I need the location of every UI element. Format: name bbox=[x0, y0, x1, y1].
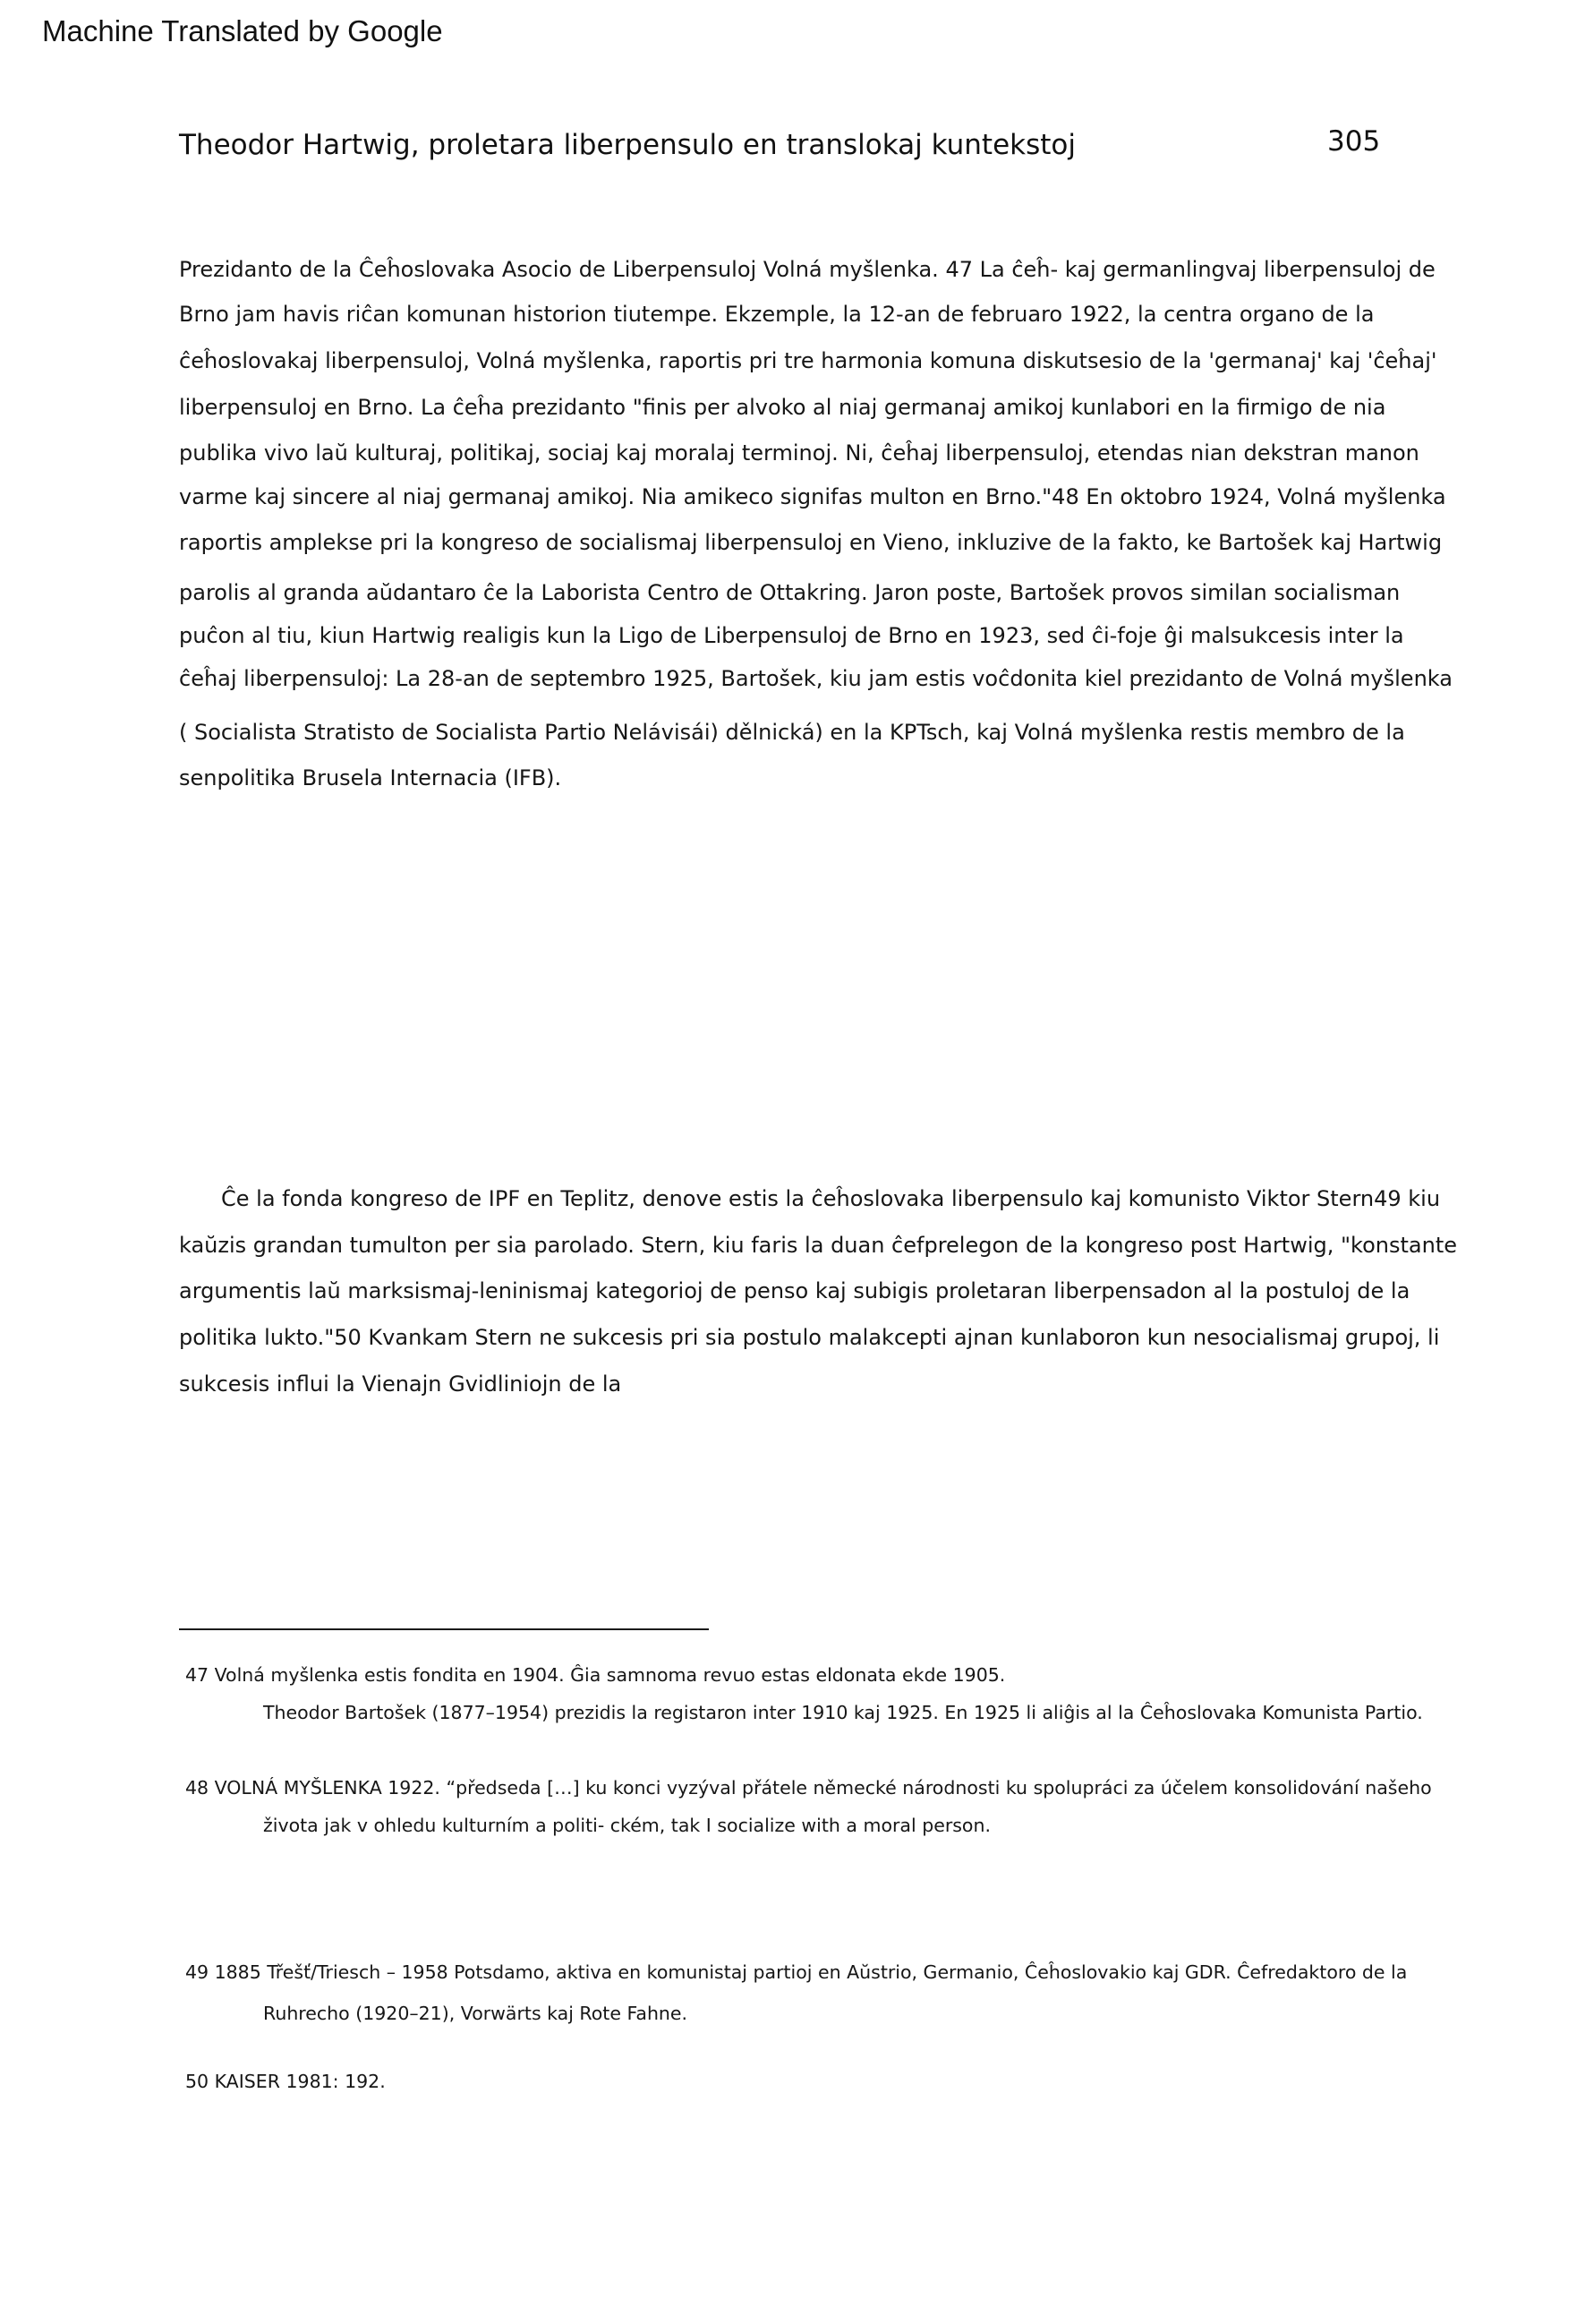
text-line: ĉeĥoslovakaj liberpensuloj, Volná myšlenka, raportis pri tre harmonia komuna diskutsesio de la 'germanaj' kaj 'ĉeĥaj' bbox=[179, 348, 1437, 373]
text-line: ( Socialista Stratisto de Socialista Partio Nelávisái) dělnická) en la KPTsch, kaj Volná myšlenka restis membro de la bbox=[179, 720, 1405, 745]
footnote-separator bbox=[179, 1628, 709, 1630]
footnote-48: 48 VOLNÁ MYŠLENKA 1922. “předseda […] ku konci vyzýval přátele německé národnosti ku spolupráci za účelem konsolidování našeho bbox=[185, 1777, 1432, 1799]
footnote-49: 49 1885 Třešť/Triesch – 1958 Potsdamo, aktiva en komunistaj partioj en Aŭstrio, Germanio, Ĉeĥoslovakio kaj GDR. Ĉefredaktoro de la bbox=[185, 1961, 1408, 1983]
text-line: puĉon al tiu, kiun Hartwig realigis kun la Ligo de Liberpensuloj de Brno en 1923, sed ĉi-foje ĝi malsukcesis inter la bbox=[179, 623, 1404, 648]
footnote-47-continued: Theodor Bartošek (1877–1954) prezidis la registaron inter 1910 kaj 1925. En 1925 li aliĝis al la Ĉeĥoslovaka Komunista Partio. bbox=[263, 1702, 1423, 1723]
text-line: varme kaj sincere al niaj germanaj amikoj. Nia amikeco signifas multon en Brno."48 En oktobro 1924, Volná myšlenka bbox=[179, 484, 1446, 509]
text-line: ĉeĥaj liberpensuloj: La 28-an de septembro 1925, Bartošek, kiu jam estis voĉdonita kiel prezidanto de Volná myšlenka bbox=[179, 666, 1453, 691]
text-line: argumentis laŭ marksismaj-leninismaj kategorioj de penso kaj subigis proletaran liberpensadon al la postuloj de la bbox=[179, 1278, 1410, 1303]
footnote-49-continued: Ruhrecho (1920–21), Vorwärts kaj Rote Fahne. bbox=[263, 2003, 688, 2024]
text-line: politika lukto."50 Kvankam Stern ne sukcesis pri sia postulo malakcepti ajnan kunlaboron kun nesocialismaj grupoj, li bbox=[179, 1325, 1440, 1350]
text-line: Brno jam havis riĉan komunan historion tiutempe. Ekzemple, la 12-an de februaro 1922, la centra organo de la bbox=[179, 302, 1375, 327]
machine-translation-banner: Machine Translated by Google bbox=[42, 14, 443, 47]
text-line: sukcesis influi la Vienajn Gvidliniojn de la bbox=[179, 1371, 622, 1397]
text-line: publika vivo laŭ kulturaj, politikaj, sociaj kaj moralaj terminoj. Ni, ĉeĥaj liberpensuloj, etendas nian dekstran manon bbox=[179, 440, 1419, 466]
text-line: Ĉe la fonda kongreso de IPF en Teplitz, denove estis la ĉeĥoslovaka liberpensulo kaj komunisto Viktor Stern49 kiu bbox=[221, 1186, 1441, 1211]
footnote-47: 47 Volná myšlenka estis fondita en 1904. Ĝia samnoma revuo estas eldonata ekde 1905. bbox=[185, 1664, 1006, 1686]
text-line: parolis al granda aŭdantaro ĉe la Laborista Centro de Ottakring. Jaron poste, Bartošek provos similan socialisman bbox=[179, 580, 1401, 605]
text-line: senpolitika Brusela Internacia (IFB). bbox=[179, 765, 562, 790]
footnote-48-continued: života jak v ohledu kulturním a politi- ckém, tak I socialize with a moral person. bbox=[263, 1815, 991, 1836]
footnote-50: 50 KAISER 1981: 192. bbox=[185, 2071, 386, 2092]
text-line: raportis amplekse pri la kongreso de socialismaj liberpensuloj en Vieno, inkluzive de la fakto, ke Bartošek kaj Hartwig bbox=[179, 530, 1443, 555]
text-line: liberpensuloj en Brno. La ĉeĥa prezidanto "finis per alvoko al niaj germanaj amikoj kunlabori en la firmigo de nia bbox=[179, 395, 1386, 420]
text-line: Prezidanto de la Ĉeĥoslovaka Asocio de Liberpensuloj Volná myšlenka. 47 La ĉeĥ- kaj germanlingvaj liberpensuloj de bbox=[179, 257, 1436, 282]
running-title: Theodor Hartwig, proletara liberpensulo en translokaj kuntekstoj bbox=[179, 129, 1076, 161]
page-number: 305 bbox=[1327, 125, 1381, 158]
text-line: kaŭzis grandan tumulton per sia parolado. Stern, kiu faris la duan ĉefprelegon de la kongreso post Hartwig, "konstante bbox=[179, 1233, 1457, 1258]
